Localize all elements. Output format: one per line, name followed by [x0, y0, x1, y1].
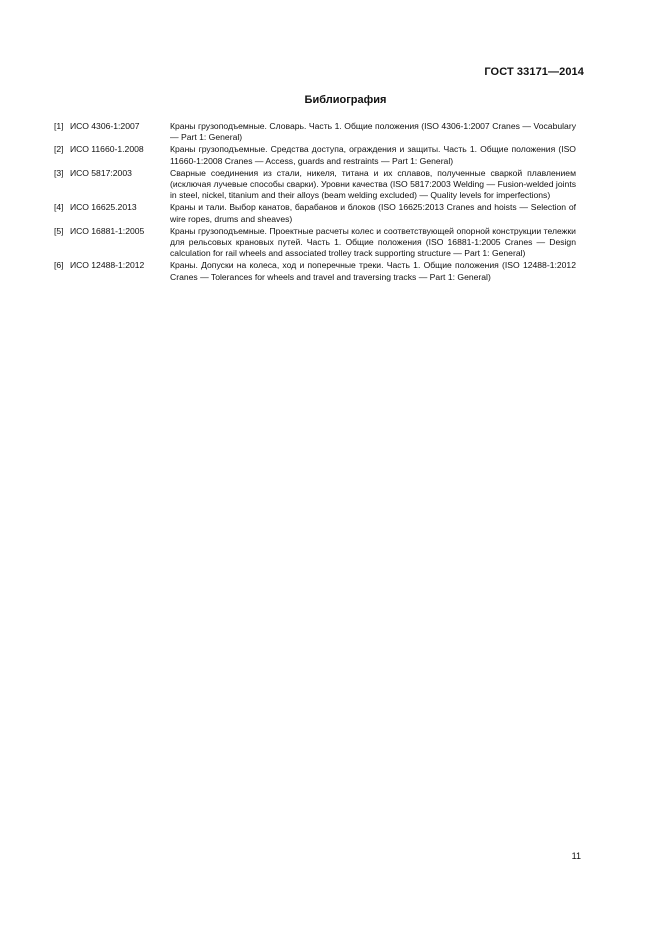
- entry-description: Краны и тали. Выбор канатов, барабанов и блоков (ISO 16625:2013 Cranes and hoists — Selection of wire ropes, drums and sheaves): [170, 202, 576, 224]
- entry-description: Краны. Допуски на колеса, ход и поперечные треки. Часть 1. Общие положения (ISO 12488-1:2012 Cranes — Tolerances for wheels and travel and traversing tracks — Part 1: General): [170, 260, 576, 282]
- entry-code: ИСО 16881-1:2005: [70, 225, 145, 236]
- entry-number: [1]: [54, 121, 64, 131]
- bibliography-entry: [54, 260, 576, 282]
- entry-number: [4]: [54, 202, 64, 213]
- entry-code: ИСО 4306-1:2007: [70, 121, 140, 131]
- bibliography-entry: [54, 121, 576, 143]
- entry-code: ИСО 11660-1.2008: [70, 144, 144, 155]
- entry-reference: [54, 226, 170, 260]
- entry-number: [2]: [54, 144, 64, 155]
- standard-header: ГОСТ 33171—2014: [484, 66, 584, 78]
- entry-reference: [54, 260, 170, 282]
- entry-description: Краны грузоподъемные. Средства доступа, ограждения и защиты. Часть 1. Общие положения (ISO 11660-1:2008 Cranes — Access, guards and restraints — Part 1: General): [170, 144, 576, 166]
- entry-reference: [54, 202, 170, 224]
- entry-description: Краны грузоподъемные. Проектные расчеты колес и соответствующей опорной конструкции тележки для рельсовых крановых путей. Часть 1. Общие положения (ISO 16881-1:2005 Cranes — Design calculation for rail wheels and associated trolley track supporting structure — Part 1: General): [170, 225, 576, 259]
- entry-reference: [54, 168, 170, 202]
- entry-reference: [54, 121, 170, 143]
- entry-description: Сварные соединения из стали, никеля, титана и их сплавов, полученные сваркой плавлением (исключая лучевые способы сварки). Уровни качества (ISO 5817:2003 Welding — Fusion-welded joints in steel, nickel, titanium and their alloys (beam welding excluded) — Quality levels for imperfections): [170, 167, 576, 201]
- bibliography-entry: [54, 168, 576, 202]
- entry-code: ИСО 16625.2013: [70, 202, 137, 213]
- entry-reference: [54, 144, 170, 166]
- bibliography-entry: [54, 202, 576, 224]
- entry-number: [3]: [54, 167, 64, 178]
- bibliography-list: [54, 121, 576, 284]
- page-number: 11: [571, 851, 581, 861]
- entry-code: ИСО 12488-1:2012: [70, 260, 145, 271]
- entry-description: Краны грузоподъемные. Словарь. Часть 1. Общие положения (ISO 4306-1:2007 Cranes — Vocabulary — Part 1: General): [170, 121, 576, 143]
- bibliography-entry: [54, 226, 576, 260]
- entry-number: [6]: [54, 260, 64, 271]
- entry-number: [5]: [54, 225, 64, 236]
- entry-code: ИСО 5817:2003: [70, 167, 132, 178]
- page-title: Библиография: [304, 94, 387, 106]
- bibliography-entry: [54, 144, 576, 166]
